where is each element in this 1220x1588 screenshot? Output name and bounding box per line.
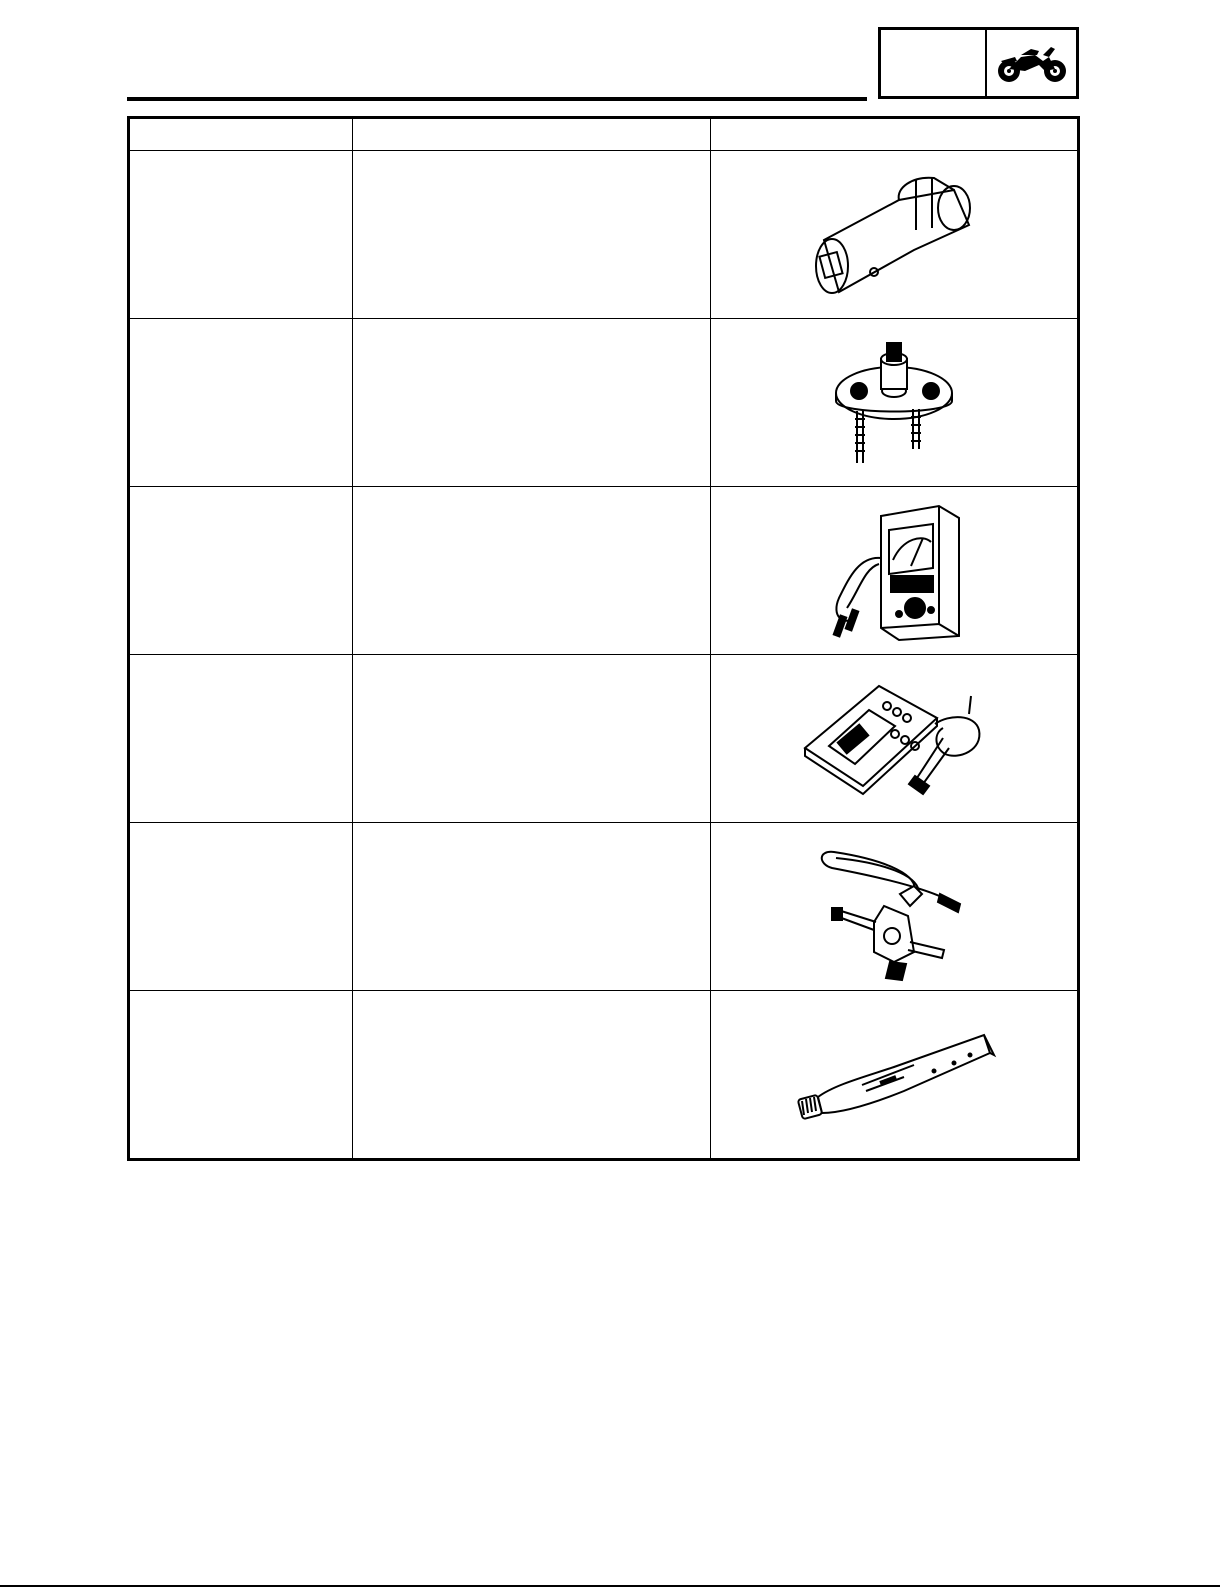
illustration-cell — [711, 319, 1079, 487]
tool-name-cell — [353, 991, 711, 1160]
column-header-illustration — [711, 118, 1079, 151]
illustration-cell — [711, 823, 1079, 991]
section-header-box — [878, 27, 1079, 99]
tool-number-cell — [129, 991, 353, 1160]
tool-number-cell — [129, 823, 353, 991]
tool-name-cell — [353, 151, 711, 319]
illustration-cell — [711, 991, 1079, 1160]
section-code — [881, 30, 987, 96]
section-icon-cell — [987, 30, 1076, 96]
illustration-cell — [711, 487, 1079, 655]
table-row — [129, 823, 1079, 991]
sealant-tube-illustration — [784, 1025, 1004, 1125]
deep-socket-illustration — [804, 170, 984, 300]
table-row — [129, 991, 1079, 1160]
ignition-checker-illustration — [814, 832, 974, 982]
table-row — [129, 319, 1079, 487]
special-tools-table — [127, 116, 1080, 1161]
tool-name-cell — [353, 655, 711, 823]
column-header-tool-number — [129, 118, 353, 151]
tool-number-cell — [129, 487, 353, 655]
table-row — [129, 151, 1079, 319]
header-rule — [127, 97, 867, 101]
tool-name-cell — [353, 319, 711, 487]
motorcycle-icon — [995, 41, 1069, 85]
table-header-row — [129, 118, 1079, 151]
tool-number-cell — [129, 319, 353, 487]
tool-number-cell — [129, 151, 353, 319]
tool-name-cell — [353, 487, 711, 655]
column-header-tool-name — [353, 118, 711, 151]
table-row — [129, 655, 1079, 823]
illustration-cell — [711, 655, 1079, 823]
flywheel-puller-illustration — [829, 333, 959, 473]
footer-rule — [0, 1585, 1220, 1587]
illustration-cell — [711, 151, 1079, 319]
digital-tachometer-illustration — [799, 674, 989, 804]
tool-name-cell — [353, 823, 711, 991]
tool-number-cell — [129, 655, 353, 823]
analog-pocket-tester-illustration — [819, 498, 969, 643]
table-row — [129, 487, 1079, 655]
